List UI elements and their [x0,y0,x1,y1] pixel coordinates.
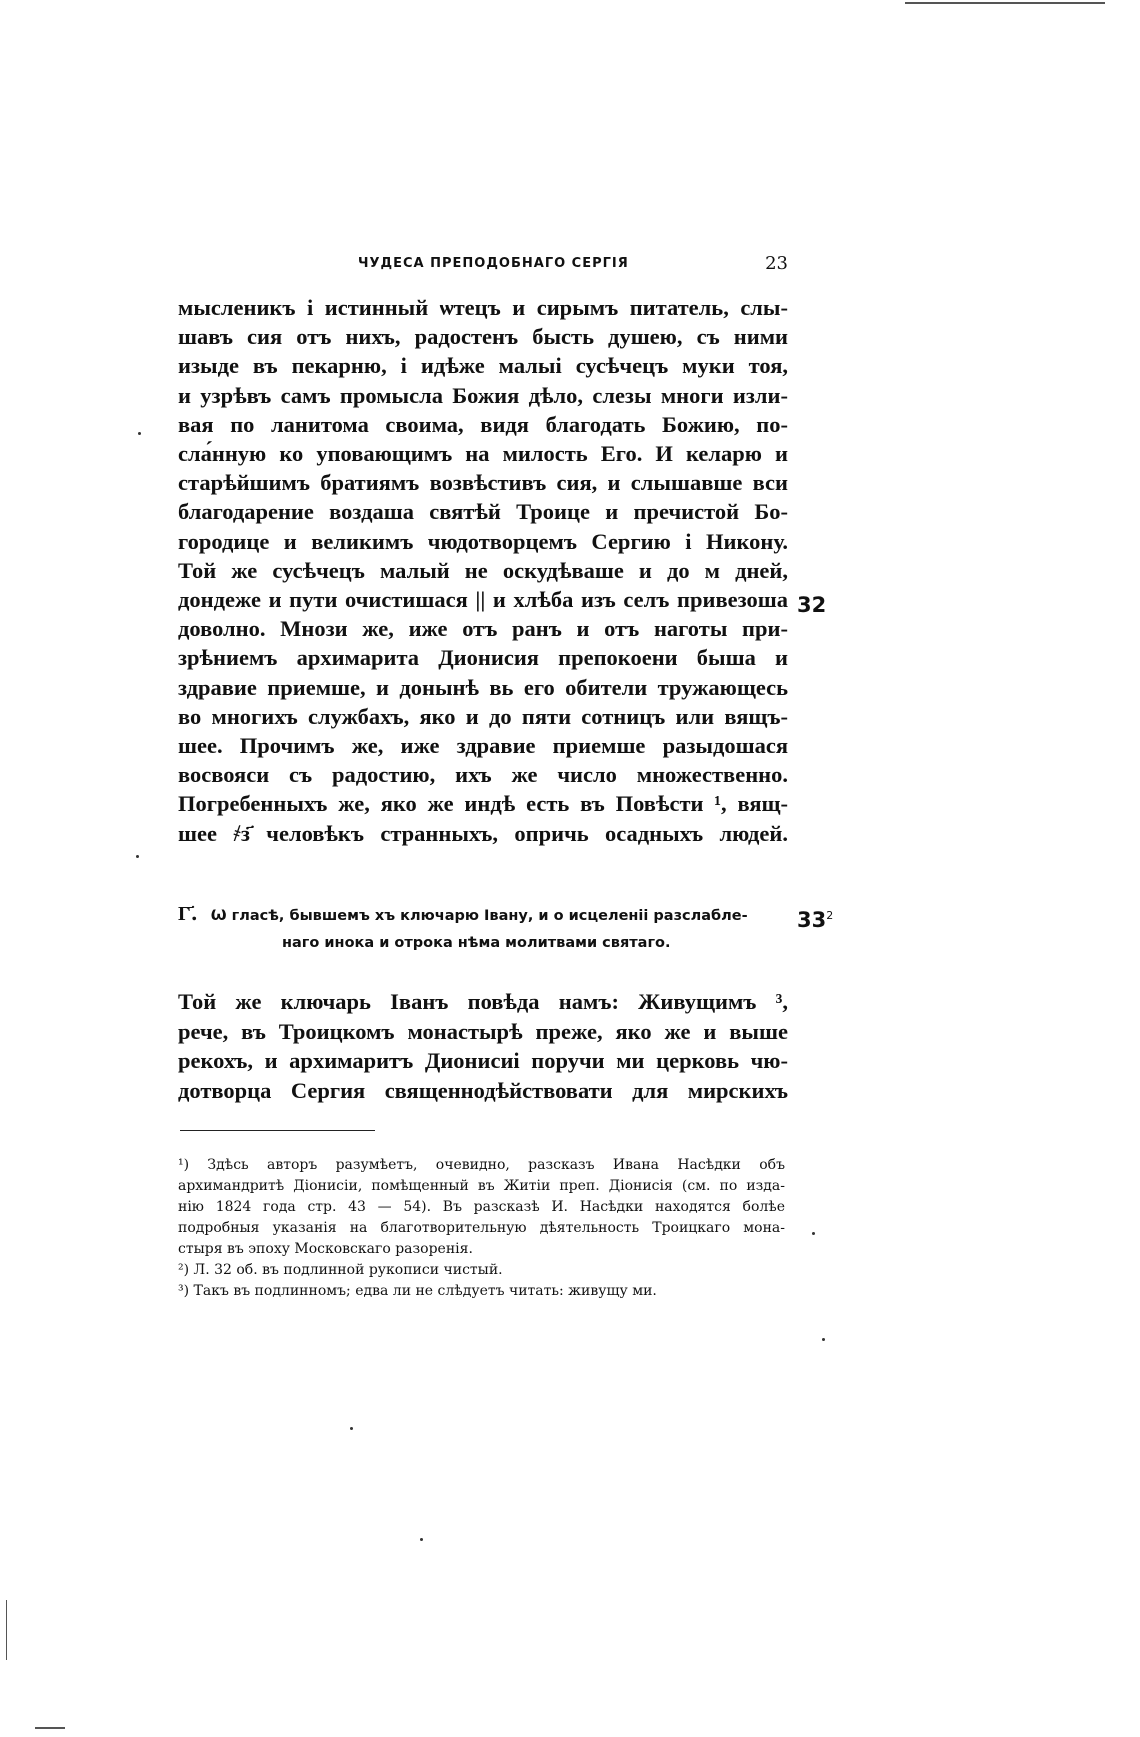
text-line: архимандритѣ Діонисіи, помѣщенный въ Житіи преп. Діонисія (см. по изда- [178,1178,785,1194]
page-number: 23 [765,253,788,274]
text-line: ²) Л. 32 об. въ подлинной рукописи чистый. [178,1262,503,1278]
scan-speck [420,1538,423,1541]
scan-speck [138,432,141,435]
margin-folio-sup: 2 [826,909,834,922]
text-line: ³) Такъ въ подлинномъ; едва ли не слѣдуетъ читать: живущу ми. [178,1283,657,1299]
text-line: городице и великимъ чюдотворцемъ Сергию і Никону. [178,528,788,554]
text-line: Погребенныхъ же, яко же индѣ есть въ Повѣсти ¹, вящ- [178,791,788,817]
text-line: ¹) Здѣсь авторъ разумѣетъ, очевидно, разсказъ Ивана Насѣдки объ [178,1157,785,1173]
text-line: здравие приемше, и донынѣ вь его обители тружающесь [178,674,788,700]
running-title: ЧУДЕСА ПРЕПОДОБНАГО СЕРГІЯ [358,256,629,271]
text-line: восвояси съ радостию, ихъ же число множественно. [178,762,788,788]
text-line: шее ҂з҃ человѣкъ странныхъ, опричь осадныхъ людей. [178,820,788,846]
text-line: нію 1824 года стр. 43 — 54). Въ разсказѣ И. Насѣдки находятся болѣе [178,1199,785,1215]
text-line: рече, въ Троицкомъ монастырѣ преже, яко же и выше [178,1018,788,1044]
section-heading [178,900,798,957]
scan-speck [822,1338,825,1341]
scan-edge-mark [6,1600,7,1660]
margin-folio-value: 33 [797,908,827,932]
scan-speck [136,855,139,858]
section-heading-line1: Ѡ гласѣ, бывшемъ хъ ключарю Івану, и о исцеленіі разслабле- [210,908,748,924]
section-letter: Г҃. [178,901,198,925]
text-line: благодарение воздаша святѣй Троице и пречистой Бо- [178,499,788,525]
text-line: шавъ сия отъ нихъ, радостенъ бысть душею, съ ними [178,324,788,350]
text-line: доволно. Мнози же, иже отъ ранъ и отъ наготы при- [178,616,788,642]
section-heading-line2: наго инока и отрока нѣма молитвами святаго. [282,935,671,951]
footnote-rule [180,1130,375,1131]
text-line: рекохъ, и архимаритъ Дионисиі поручи ми церковь чю- [178,1048,788,1073]
text-line: и узрѣвъ самъ промысла Божия дѣло, слезы многи изли- [178,382,788,408]
text-line: мысленикъ і истинный ѡтецъ и сирымъ питатель, слы- [178,295,788,320]
scan-speck [812,1232,815,1235]
text-line: во многихъ службахъ, яко и до пяти сотницъ или вящъ- [178,703,788,729]
text-line: старѣйшимъ братиямъ возвѣстивъ сия, и слышавше вси [178,470,788,496]
scan-edge-mark [35,1727,65,1729]
margin-folio-number-2 [797,908,833,932]
scan-speck [350,1427,353,1430]
text-line: стыря въ эпоху Московскаго разоренія. [178,1241,473,1257]
page-header [178,253,788,280]
text-line: дотворца Сергия священнодѣйствовати для мирскихъ [178,1077,788,1103]
text-line: подробныя указанія на благотворительную дѣятельность Троицкаго мона- [178,1220,785,1236]
text-line: дондеже и пути очистишася || и хлѣба изъ селъ привезоша [178,587,788,612]
text-line: сла́нную ко уповающимъ на милость Его. И келарю и [178,441,788,466]
text-line: изыде въ пекарню, і идѣже малыі сусѣчецъ муки тоя, [178,353,788,379]
text-line: шее. Прочимъ же, иже здравие приемше разыдошася [178,733,788,758]
margin-folio-number: 32 [797,593,827,617]
text-line: вая по ланитома своима, видя благодать Божию, по- [178,411,788,437]
text-line: зрѣниемъ архимарита Дионисия препокоени быша и [178,645,788,671]
scan-edge-mark [905,2,1105,4]
text-line: Той же ключарь Іванъ повѣда намъ: Живущимъ ³, [178,989,788,1014]
text-line: Той же сусѣчецъ малый не оскудѣваше и до м дней, [178,557,788,583]
